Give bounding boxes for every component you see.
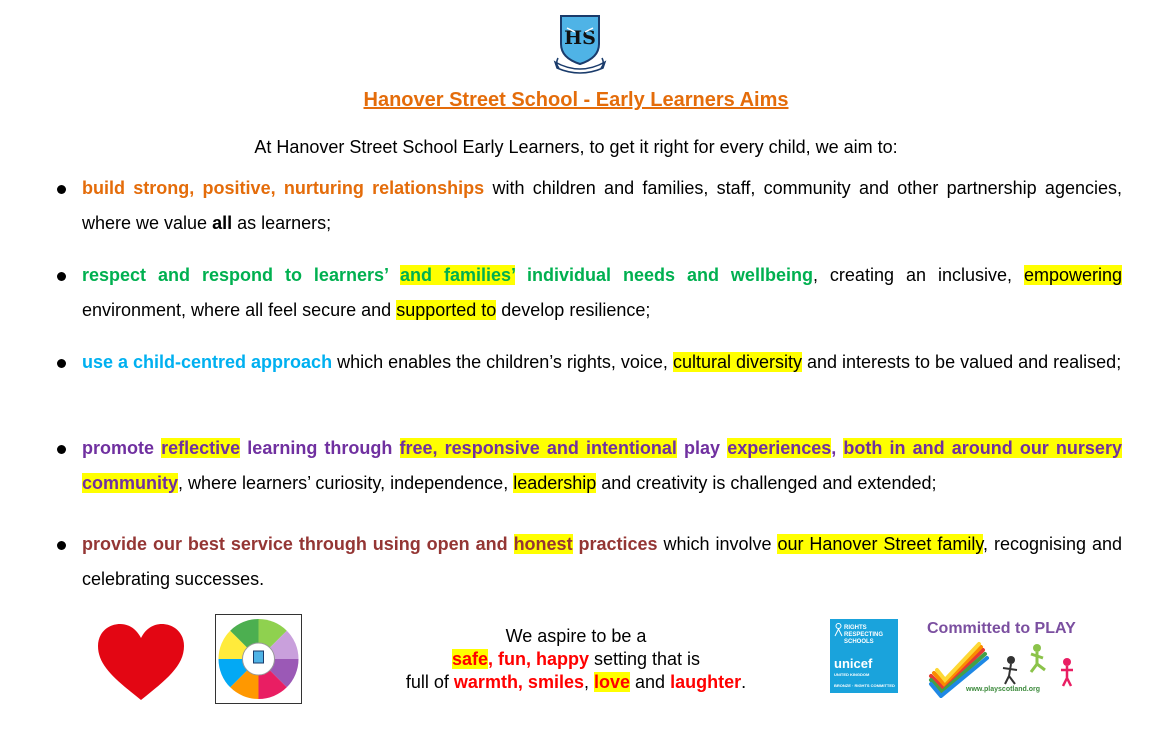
- aspiration-statement: We aspire to be a safe, fun, happy setting that is full of warmth, smiles, love and laughter.: [405, 626, 747, 692]
- page-title: Hanover Street School - Early Learners Aims: [363, 89, 789, 111]
- heart-icon: [96, 622, 186, 702]
- bullet-icon: [57, 185, 66, 194]
- rights-respecting-schools-badge: RIGHTS RESPECTING SCHOOLS unicef UNITED KINGDOM BRONZE · RIGHTS COMMITTED: [830, 619, 898, 693]
- play-scotland-url: www.playscotland.org: [966, 686, 1041, 693]
- aim-item-service: provide our best service through using open and honest practices which involve our Hanover Street family, recognising and celebrating successes.: [82, 534, 1122, 589]
- bullet-icon: [57, 541, 66, 550]
- curriculum-wheel-icon: [215, 614, 302, 704]
- school-crest-logo: [553, 14, 607, 76]
- aim-item-relationships: build strong, positive, nurturing relationships with children and families, staff, community and other partnership agencies, where we value all as learners;: [82, 178, 1122, 233]
- aim-item-play: promote reflective learning through free, responsive and intentional play experiences, both in and around our nursery community, where learners’ curiosity, independence, leadership and creativity is challenged and extended;: [82, 438, 1122, 493]
- aim-item-child-centred: use a child-centred approach which enables the children’s rights, voice, cultural diversity and interests to be valued and realised;: [82, 352, 1122, 372]
- rrs-figure-icon: [834, 623, 843, 637]
- committed-to-play-label: Committed to PLAY: [927, 620, 1076, 637]
- aim-item-respect: respect and respond to learners’ and families’ individual needs and wellbeing, creating an inclusive, empowering environment, where all feel secure and supported to develop resilience;: [82, 265, 1123, 320]
- bullet-icon: [57, 359, 66, 368]
- bullet-icon: [57, 272, 66, 281]
- svg-text:HS: HS: [564, 27, 596, 49]
- bullet-icon: [57, 445, 66, 454]
- intro-text: At Hanover Street School Early Learners, to get it right for every child, we aim to:: [254, 137, 898, 157]
